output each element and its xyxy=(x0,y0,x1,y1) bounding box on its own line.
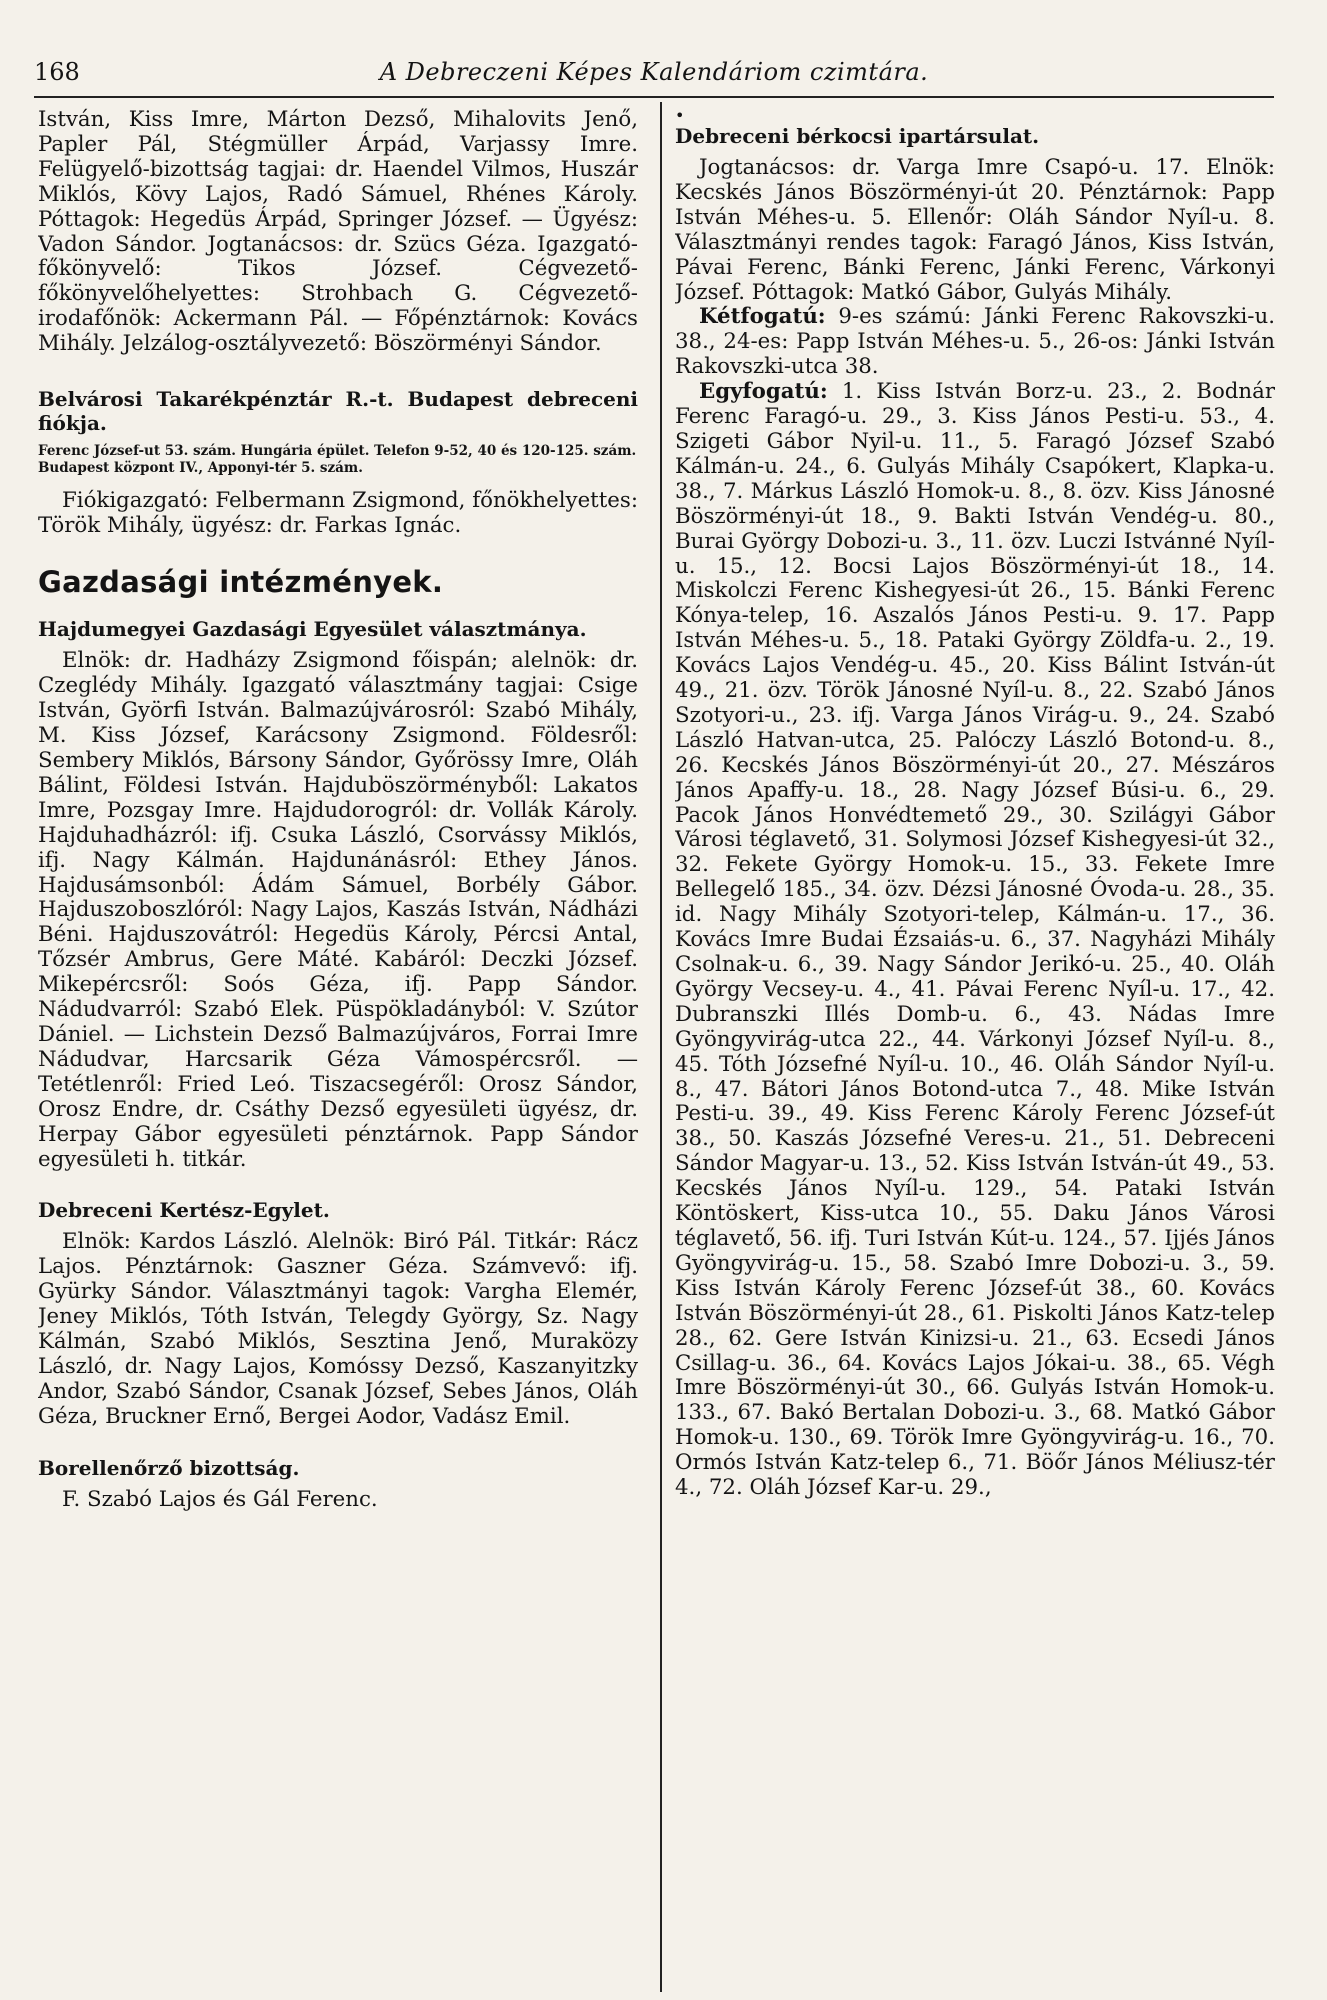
belvarosi-central-address: Budapest központ IV., Apponyi-tér 5. szám. xyxy=(38,459,363,476)
egyfogatu-text: 1. Kiss István Borz-u. 23., 2. Bodnár Ferenc Faragó-u. 29., 3. Kiss János Pesti-u. 53., 4. Szigeti Gábor Nyil-u. 11., 5. Faragó József Szabó Kálmán-u. 24., 6. Gulyás Mihály Csapókert, Klapka-u. 38., 7. Márkus László Homok-u. 8., 8. özv. Kiss Jánosné Böszörményi-út 18., 9. Bakti István Vendég-u. 80., Burai György Dobozi-u. 3., 11. özv. Luczi Istvánné Nyíl-u. 15., 12. Bocsi Lajos Böszörményi-út 18., 14. Miskolczi Ferenc Kishegyesi-út 26., 15. Bánki Ferenc Kónya-telep, 16. Aszalós János Pesti-u. 9. 17. Papp István Méhes-u. 5., 18. Pataki György Zöldfa-u. 2., 19. Kovács Lajos Vendég-u. 45., 20. Kiss Bálint István-út 49., 21. özv. Török Jánosné Nyíl-u. 8., 22. Szabó János Szotyori-u., 23. ifj. Varga János Virág-u. 9., 24. Szabó László Hatvan-utca, 25. Palóczy László Botond-u. 8., 26. Kecskés János Böszörményi-út 20., 27. Mészáros János Apaffy-u. 18., 28. Nagy József Búsi-u. 6., 29. Pacok János Honvédtemető 29., 30. Szilágyi Gábor Városi téglavető, 31. Solymosi József Kishegyesi-út 32., 32. Fekete György Homok-u. 15., 33. Fekete Imre Bellegelő 185., 34. özv. Dézsi Jánosné Óvoda-u. 28., 35. id. Nagy Mihály Szotyori-telep, Kálmán-u. 17., 36. Kovács Imre Budai Ézsaiás-u. 6., 37. Nagyházi Mihály Csolnak-u. 6., 39. Nagy Sándor Jerikó-u. 25., 40. Oláh György Vecsey-u. 4., 41. Pávai Ferenc Nyíl-u. 17., 42. Dubranszki Illés Domb-u. 6., 43. Nádas Imre Gyöngyvirág-utca 22., 44. Várkonyi József Nyíl-u. 8., 45. Tóth Józsefné Nyíl-u. 10., 46. Oláh Sándor Nyíl-u. 8., 47. Bátori János Botond-utca 7., 48. Mike István Pesti-u. 39., 49. Kiss Ferenc Károly Ferenc József-út 38., 50. Kaszás Józsefné Veres-u. 21., 51. Debreceni Sándor Magyar-u. 13., 52. Kiss István István-út 49., 53. Kecskés János Nyíl-u. 129., 54. Pataki István Köntöskert, Kiss-utca 10., 55. Daku János Városi téglavető, 56. ifj. Turi István Kút-u. 124., 57. Ijjés János Gyöngyvirág-u. 15., 58. Szabó Imre Dobozi-u. 3., 59. Kiss István Károly Ferenc József-út 38., 60. Kovács István Böszörményi-út 28., 61. Piskolti János Katz-telep 28., 62. Gere István Kinizsi-u. 21., 63. Ecsedi János Csillag-u. 36., 64. Kovács Lajos Jókai-u. 38., 65. Végh Imre Böszörményi-út 30., 66. Gulyás István Homok-u. 133., 67. Bakó Bertalan Dobozi-u. 3., 68. Matkó Gábor Homok-u. 130., 69. Török Imre Gyöngyvirág-u. 16., 70. Ormós István Katz-telep 6., 71. Böőr János Méliusz-tér 4., 72. Oláh József Kar-u. 29., xyxy=(675,379,1275,1501)
ketfogatu-text: 9-es számú: Jánki Ferenc Rakovszki-u. 38., 24-es: Papp István Méhes-u. 5., 26-os: Jánki István Rakovszki-utca 38. xyxy=(675,304,1275,380)
borellenorzo-text: F. Szabó Lajos és Gál Ferenc. xyxy=(62,1486,378,1512)
gazdasagi-heading: Gazdasági intézmények. xyxy=(38,564,444,599)
page-header xyxy=(34,58,1274,94)
section-dot-mark: • xyxy=(675,108,685,125)
ketfogatu-label: Kétfogatú: xyxy=(699,304,826,330)
berkocsi-title: Debreceni bérkocsi ipartársulat. xyxy=(675,124,1040,148)
left-column xyxy=(38,108,638,1988)
page-number: 168 xyxy=(34,58,80,86)
kertesz-title: Debreceni Kertész-Egylet. xyxy=(38,1198,330,1223)
belvarosi-text: Fiókigazgató: Felbermann Zsigmond, főnökhelyettes: Török Mihály, ügyész: dr. Farkas Ignác. xyxy=(38,487,638,538)
egyfogatu-paragraph xyxy=(675,380,1275,1501)
egyfogatu-label: Egyfogatú: xyxy=(699,379,828,405)
header-rule xyxy=(34,96,1274,98)
hajdumegyei-title: Hajdumegyei Gazdasági Egyesület választmánya. xyxy=(38,617,587,642)
column-divider xyxy=(660,102,662,1992)
continued-paragraph: István, Kiss Imre, Márton Dezső, Mihalovits Jenő, Papler Pál, Stégmüller Árpád, Varjassy Imre. Felügyelő-bizottság tagjai: dr. Haendel Vilmos, Huszár Miklós, Kövy Lajos, Radó Sámuel, Rhénes Károly. Póttagok: Hegedüs Árpád, Springer József. — Ügyész: Vadon Sándor. Jogtanácsos: dr. Szücs Géza. Igazgató-főkönyvelő: Tikos József. Cégvezető-főkönyvelőhelyettes: Strohbach G. Cégvezető-irodafőnök: Ackermann Pál. — Főpénztárnok: Kovács Mihály. Jelzálog-osztályvezető: Böszörményi Sándor. xyxy=(38,108,638,357)
berkocsi-text: Jogtanácsos: dr. Varga Imre Csapó-u. 17. Elnök: Kecskés János Böszörményi-út 20. Pénztárnok: Papp István Méhes-u. 5. Ellenőr: Oláh Sándor Nyíl-u. 8. Választmányi rendes tagok: Faragó János, Kiss István, Pávai Ferenc, Bánki Ferenc, Jánki Ferenc, Várkonyi József. Póttagok: Matkó Gábor, Gulyás Mihály. xyxy=(675,155,1275,305)
running-title: A Debreczeni Képes Kalendáriom czimtára. xyxy=(379,58,929,86)
kertesz-text: Elnök: Kardos László. Alelnök: Biró Pál. Titkár: Rácz Lajos. Pénztárnok: Gaszner Géza. Számvevő: ifj. Gyürky Sándor. Választmányi tagok: Vargha Elemér, Jeney Miklós, Tóth István, Telegdy György, Sz. Nagy Kálmán, Szabó Miklós, Sesztina Jenő, Muraközy László, dr. Nagy Lajos, Komóssy Dezső, Kaszanyitzky Andor, Szabó Sándor, Csanak József, Sebes János, Oláh Géza, Bruckner Ernő, Bergei Aodor, Vadász Emil. xyxy=(38,1229,638,1429)
right-column xyxy=(675,108,1275,1988)
belvarosi-title: Belvárosi Takarékpénztár R.-t. Budapest debreceni fiókja. xyxy=(38,387,638,436)
ketfogatu-paragraph xyxy=(675,305,1275,380)
borellenorzo-title: Borellenőrző bizottság. xyxy=(38,1455,300,1480)
belvarosi-address: Ferenc József-ut 53. szám. Hungária épület. Telefon 9-52, 40 és 120-125. szám. xyxy=(38,443,637,460)
hajdumegyei-text: Elnök: dr. Hadházy Zsigmond főispán; alelnök: dr. Czeglédy Mihály. Igazgató választmány tagjai: Csige István, Györfi István. Balmazújvárosról: Szabó Mihály, M. Kiss József, Karácsony Zsigmond. Földesről: Sembery Miklós, Bársony Sándor, Győrössy Imre, Oláh Bálint, Földesi István. Hajduböszörményből: Lakatos Imre, Pozsgay Imre. Hajdudorogról: dr. Vollák Károly. Hajduhadházról: ifj. Csuka László, Csorvássy Miklós, ifj. Nagy Kálmán. Hajdunánásról: Ethey János. Hajdusámsonból: Ádám Sámuel, Borbély Gábor. Hajduszoboszlóról: Nagy Lajos, Kaszás István, Nádházi Béni. Hajduszovátról: Hegedüs Károly, Pércsi Antal, Tőzsér Ambrus, Gere Máté. Kabáról: Deczki József. Mikepércsről: Soós Géza, ifj. Papp Sándor. Nádudvarról: Szabó Elek. Püspökladányból: V. Szútor Dániel. — Lichstein Dezső Balmazújváros, Forrai Imre Nádudvar, Harcsarik Géza Vámospércsről. — Tetétlenről: Fried Leó. Tiszacsegéről: Orosz Sándor, Orosz Endre, dr. Csáthy Dezső egyesületi ügyész, dr. Herpay Gábor egyesületi pénztárnok. Papp Sándor egyesületi h. titkár. xyxy=(38,648,638,1172)
